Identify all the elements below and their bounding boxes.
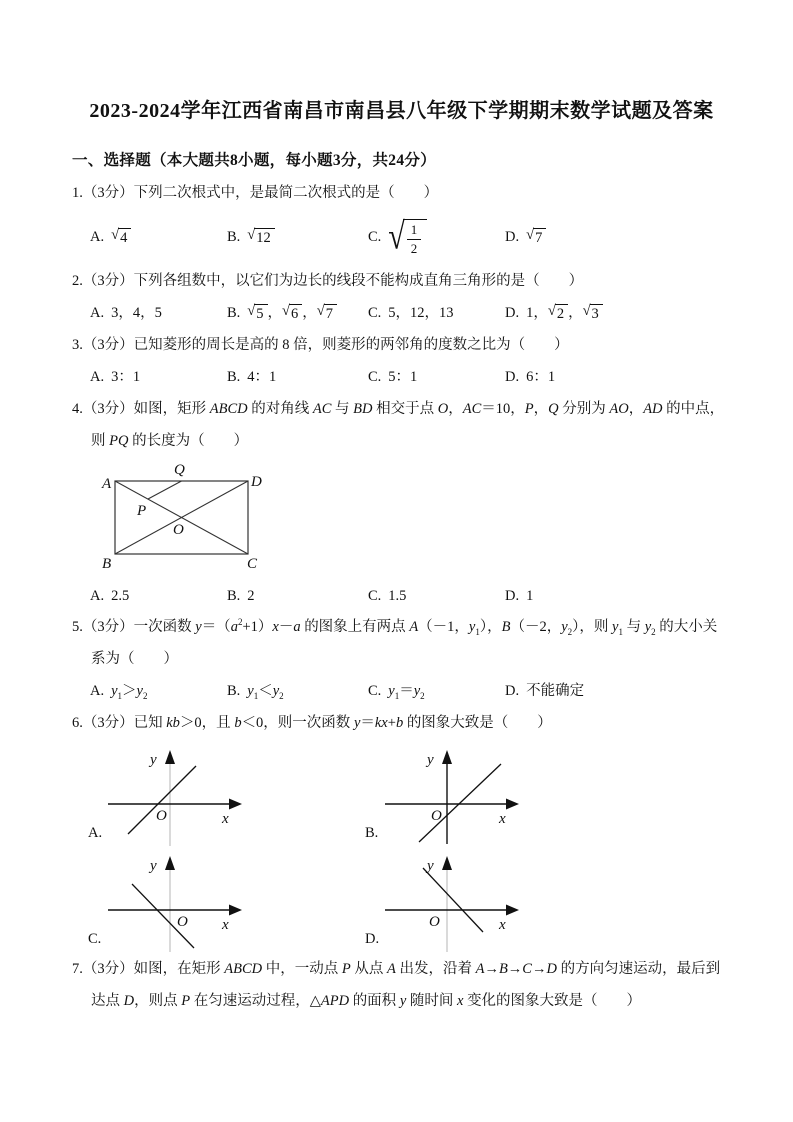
radicand xyxy=(403,219,428,256)
sqrt-expression xyxy=(583,304,603,323)
q5-option-d xyxy=(505,676,731,708)
option-label: D. xyxy=(505,368,520,385)
q5-number: 5.（3分） xyxy=(72,619,134,636)
q4-option-a xyxy=(90,581,227,613)
origin-label: O xyxy=(177,914,188,931)
option-label: D. xyxy=(505,683,520,700)
subscript: 2 xyxy=(279,691,284,702)
q1-stem xyxy=(72,178,731,210)
option-label: C. xyxy=(368,304,382,321)
radical-sign: √ xyxy=(247,227,256,244)
option-label: A. xyxy=(90,228,105,245)
sqrt-fraction-expression xyxy=(388,216,427,258)
option-label: B. xyxy=(227,304,241,321)
q4-stem xyxy=(72,394,731,458)
radical-sign: √ xyxy=(247,303,256,320)
x-axis-label: x xyxy=(222,917,229,934)
option-label: A. xyxy=(90,368,105,385)
radicand: 12 xyxy=(254,228,275,247)
q2-stem xyxy=(72,266,731,298)
coordinate-graph-b xyxy=(379,742,527,846)
option-label: D. xyxy=(505,228,520,245)
fraction-numerator: 1 xyxy=(410,222,418,238)
question-7 xyxy=(72,954,731,1018)
y-axis-label: y xyxy=(427,752,434,769)
subscript: 2 xyxy=(142,691,148,702)
x-axis-arrowhead-icon xyxy=(229,905,242,916)
option-value: 不能确定 xyxy=(526,683,585,700)
q7-number: 7.（3分） xyxy=(72,961,134,978)
q5-text: 一次函数 $y=(a^2+1)x-a$ 的图象上有两点 A（－1，$y_1$），B（－2，$y_2$），则 $y_1$ 与 $y_2$ 的大小关系为（ ） xyxy=(91,617,718,668)
q6-number: 6.（3分） xyxy=(72,715,134,732)
coordinate-graph-c xyxy=(102,848,250,952)
separator: ， xyxy=(302,304,317,321)
q6-graph-option-d xyxy=(365,848,642,952)
q5-option-a xyxy=(90,676,227,708)
radical-sign: √ xyxy=(282,303,290,320)
graph-label-c: C. xyxy=(88,931,102,948)
option-label: C. xyxy=(368,368,382,385)
sqrt-expression xyxy=(282,304,302,323)
question-6 xyxy=(72,708,731,952)
question-5 xyxy=(72,612,731,708)
x-axis-arrowhead-icon xyxy=(229,799,242,810)
q6-text: 已知 kb＞0，且 b＜0，则一次函数 y＝kx+b 的图象大致是（ ） xyxy=(133,715,552,732)
q5-option-b xyxy=(227,676,368,708)
question-2 xyxy=(72,266,731,330)
y-axis-arrowhead-icon xyxy=(165,856,175,870)
q2-number: 2.（3分） xyxy=(72,272,134,289)
option-value: 1.5 xyxy=(388,587,407,604)
question-3 xyxy=(72,330,731,394)
coordinate-graph-d xyxy=(379,848,527,952)
separator: ， xyxy=(568,304,583,321)
option-value: 3：1 xyxy=(111,368,141,385)
var-y2: y xyxy=(413,683,421,700)
fraction xyxy=(407,222,422,256)
option-label: A. xyxy=(90,587,105,604)
option-value: 6：1 xyxy=(526,368,556,385)
option-value: 1 xyxy=(526,587,534,604)
option-label: C. xyxy=(368,229,382,246)
var-y2: y xyxy=(272,683,280,700)
question-4 xyxy=(72,394,731,613)
subscript: 2 xyxy=(420,691,425,702)
option-label: B. xyxy=(227,228,241,245)
q7-text: 如图，在矩形 ABCD 中，一动点 P 从点 A 出发，沿着 A→B→C→D 的方向匀速运动，最后到达点 D，则点 P 在匀速运动过程，△APD 的面积 y 随时间 x 变化的图象大致是（ ） xyxy=(91,961,721,1010)
origin-label: O xyxy=(429,914,440,931)
subscript: 1 xyxy=(253,691,259,702)
option-value: 2.5 xyxy=(111,587,130,604)
label-d: D xyxy=(251,474,262,491)
origin-label: O xyxy=(431,808,442,825)
radical-sign: √ xyxy=(316,303,325,320)
option-label: D. xyxy=(505,587,520,604)
q6-graph-option-a xyxy=(88,742,365,846)
question-1 xyxy=(72,178,731,266)
y-axis-arrowhead-icon xyxy=(165,750,175,764)
origin-label: O xyxy=(156,808,167,825)
sqrt-expression xyxy=(317,304,337,323)
q4-option-c xyxy=(368,581,505,613)
option-value: 5，12，13 xyxy=(388,304,454,321)
var-y1: y xyxy=(247,683,254,700)
y-axis-label: y xyxy=(150,858,157,875)
q5-stem xyxy=(72,612,731,676)
q3-option-d xyxy=(505,362,731,394)
q5-options xyxy=(72,676,731,708)
subscript: 1 xyxy=(394,691,400,702)
x-axis-arrowhead-icon xyxy=(506,905,519,916)
option-label: C. xyxy=(368,683,382,700)
radical-sign: √ xyxy=(388,216,405,258)
radicand: 3 xyxy=(590,304,603,323)
option-value: 1， xyxy=(526,304,548,321)
option-label: B. xyxy=(227,368,241,385)
radicand: 7 xyxy=(533,228,546,247)
sqrt-expression xyxy=(247,228,274,247)
var-y1: y xyxy=(111,683,118,700)
q4-option-d xyxy=(505,581,731,613)
comparison-operator: ＜ xyxy=(258,683,273,700)
option-label: B. xyxy=(227,587,241,604)
option-value: 3，4，5 xyxy=(111,304,162,321)
graph-label-a: A. xyxy=(88,825,103,842)
radical-sign: √ xyxy=(111,227,120,244)
radicand: 7 xyxy=(324,304,337,323)
q7-stem xyxy=(72,954,731,1018)
sqrt-expression xyxy=(526,228,546,247)
label-p: P xyxy=(137,503,147,520)
q1-option-b xyxy=(227,222,368,254)
radicand: 5 xyxy=(254,304,267,323)
q5-option-c xyxy=(368,676,505,708)
q6-stem xyxy=(72,708,731,740)
q2-option-a xyxy=(90,298,227,330)
q1-option-d xyxy=(505,222,731,254)
option-value: 5：1 xyxy=(388,368,418,385)
q3-options xyxy=(72,362,731,394)
option-label: B. xyxy=(227,683,241,700)
sqrt-expression xyxy=(111,228,131,247)
radical-sign: √ xyxy=(582,303,591,320)
y-axis-arrowhead-icon xyxy=(442,856,452,870)
separator: ， xyxy=(267,304,283,321)
option-value: 2 xyxy=(247,587,255,604)
option-label: C. xyxy=(368,587,382,604)
label-q: Q xyxy=(174,462,185,479)
q1-option-c xyxy=(368,216,505,258)
graph-label-d: D. xyxy=(365,931,380,948)
y-axis-label: y xyxy=(150,752,157,769)
q6-graph-option-c xyxy=(88,848,365,952)
q4-text: 如图，矩形 ABCD 的对角线 AC 与 BD 相交于点 O，AC＝10，P，Q 分别为 AO，AD 的中点，则 PQ 的长度为（ ） xyxy=(91,400,725,449)
q1-option-a xyxy=(90,222,227,254)
option-label: A. xyxy=(90,683,105,700)
q2-options xyxy=(72,298,731,330)
subscript: 1 xyxy=(117,691,123,702)
section-header: 一、选择题（本大题共8小题，每小题3分，共24分） xyxy=(72,152,437,169)
q4-option-b xyxy=(227,581,368,613)
label-b: B xyxy=(102,556,112,573)
q4-number: 4.（3分） xyxy=(72,400,134,417)
q3-option-a xyxy=(90,362,227,394)
option-label: D. xyxy=(505,304,520,321)
sqrt-expression xyxy=(548,304,568,323)
option-label: A. xyxy=(90,304,105,321)
x-axis-label: x xyxy=(222,811,229,828)
q4-options xyxy=(72,580,731,612)
graph-label-b: B. xyxy=(365,825,379,842)
q6-graph-option-b xyxy=(365,742,642,846)
q3-option-b xyxy=(227,362,368,394)
q3-number: 3.（3分） xyxy=(72,336,134,353)
q3-text: 已知菱形的周长是高的 8 倍，则菱形的两邻角的度数之比为（ ） xyxy=(133,336,569,353)
x-axis-arrowhead-icon xyxy=(506,799,519,810)
coordinate-graph-a xyxy=(102,742,250,846)
function-line xyxy=(419,764,501,842)
q1-options xyxy=(72,210,731,266)
x-axis-label: x xyxy=(499,811,506,828)
q1-number: 1.（3分） xyxy=(72,185,134,201)
y-axis-label: y xyxy=(427,858,434,875)
doc-title: 2023-2024学年江西省南昌市南昌县八年级下学期期末数学试题及答案 xyxy=(89,100,714,122)
q2-option-b xyxy=(227,298,368,330)
q3-stem xyxy=(72,330,731,362)
comparison-operator: ＝ xyxy=(399,683,414,700)
segment-pq xyxy=(148,481,182,499)
comparison-operator: ＞ xyxy=(122,683,137,700)
sqrt-expression xyxy=(247,304,267,323)
radical-sign: √ xyxy=(547,303,556,320)
q4-rectangle-figure xyxy=(90,461,290,573)
q3-option-c xyxy=(368,362,505,394)
radicand: 4 xyxy=(118,228,131,247)
fraction-denominator: 2 xyxy=(407,239,422,257)
option-value: 4：1 xyxy=(247,368,277,385)
q2-option-d xyxy=(505,298,731,330)
var-y1: y xyxy=(388,683,395,700)
q6-graph-options xyxy=(88,742,731,952)
radicand: 6 xyxy=(289,304,302,323)
label-c: C xyxy=(247,556,258,573)
q2-text: 下列各组数中，以它们为边长的线段不能构成直角三角形的是（ ） xyxy=(133,272,584,289)
q2-option-c xyxy=(368,298,505,330)
label-a: A xyxy=(102,476,112,493)
q1-text: 下列二次根式中，是最简二次根式的是（ ） xyxy=(133,185,439,201)
y-axis-arrowhead-icon xyxy=(442,750,452,764)
radical-sign: √ xyxy=(526,227,535,244)
label-o: O xyxy=(173,522,184,539)
x-axis-label: x xyxy=(499,917,506,934)
radicand: 2 xyxy=(555,304,568,323)
var-y2: y xyxy=(136,683,143,700)
